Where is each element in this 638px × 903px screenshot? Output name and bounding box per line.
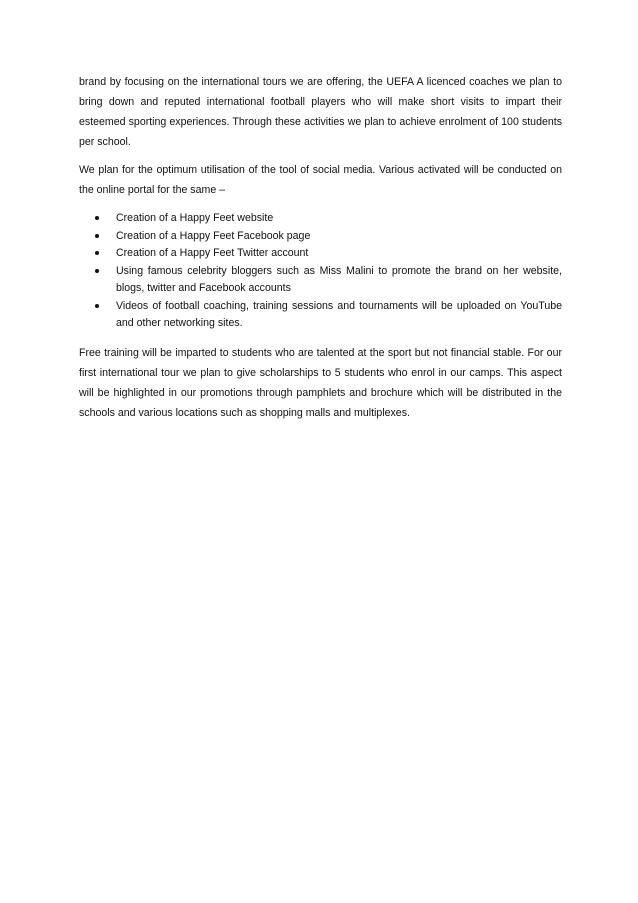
list-item xyxy=(79,210,562,228)
list-item-text: Creation of a Happy Feet Twitter account xyxy=(116,247,309,259)
list-item xyxy=(79,263,562,298)
bullet-icon xyxy=(95,251,99,255)
list-item-text: Using famous celebrity bloggers such as Miss Malini to promote the brand on her website, blogs, twitter and Facebook accounts xyxy=(116,264,562,294)
list-item-text: Videos of football coaching, training sessions and tournaments will be uploaded on YouTube and other networking sites. xyxy=(116,299,562,329)
list-item-text: Creation of a Happy Feet Facebook page xyxy=(116,229,311,242)
list-item-text: Creation of a Happy Feet website xyxy=(116,212,274,224)
bullet-icon xyxy=(95,304,99,308)
paragraph-free-training: Free training will be imparted to students who are talented at the sport but not financial stable. For our first international tour we plan to give scholarships to 5 students who enrol in our camps. This aspect will be highlighted in our promotions through pamphlets and brochure which will be distributed in the schools and various locations such as shopping malls and multiplexes. xyxy=(79,346,562,419)
bullet-icon xyxy=(95,234,99,238)
list-item xyxy=(79,298,562,333)
social-media-bullet-list xyxy=(79,210,562,333)
bullet-icon xyxy=(95,269,99,273)
paragraph-brand-focus: brand by focusing on the international tours we are offering, the UEFA A licenced coaches we plan to bring down and reputed international football players who will make short visits to impart their esteemed sporting experiences. Through these activities we plan to achieve enrolment of 100 students per school. xyxy=(79,76,562,148)
document-page xyxy=(79,72,562,423)
list-item xyxy=(79,228,562,246)
bullet-icon xyxy=(95,216,99,220)
paragraph-social-media: We plan for the optimum utilisation of the tool of social media. Various activated will be conducted on the online portal for the same – xyxy=(79,164,562,196)
list-item xyxy=(79,245,562,263)
